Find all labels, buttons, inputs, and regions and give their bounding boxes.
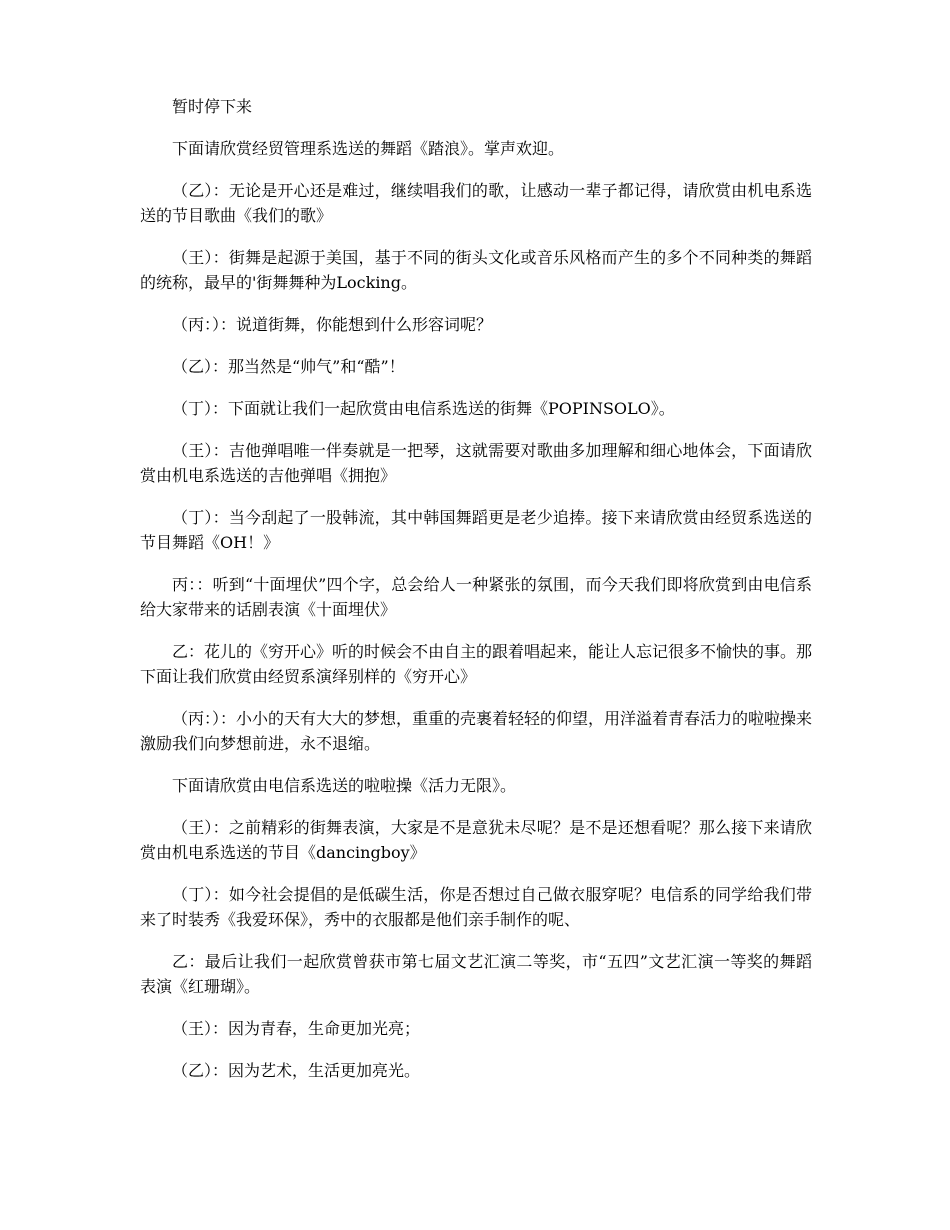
paragraph: （乙）：那当然是“帅气”和“酷”！	[172, 357, 405, 376]
paragraph: （王）：之前精彩的街舞表演，大家是不是意犹未尽呢？是不是还想看呢？那么接下来请欣赏由机电系选送的节目《dancingboy》	[140, 818, 812, 862]
paragraph: （王）：街舞是起源于美国，基于不同的街头文化或音乐风格而产生的多个不同种类的舞蹈的统称，最早的'街舞舞种为Locking。	[140, 248, 812, 292]
paragraph: （丁）：当今刮起了一股韩流，其中韩国舞蹈更是老少追捧。接下来请欣赏由经贸系选送的节目舞蹈《OH！》	[140, 508, 812, 552]
paragraph: 乙：最后让我们一起欣赏曾获市第七届文艺汇演二等奖，市“五四”文艺汇演一等奖的舞蹈表演《红珊瑚》。	[140, 952, 812, 996]
paragraph: （王）：吉他弹唱唯一伴奏就是一把琴，这就需要对歌曲多加理解和细心地体会，下面请欣赏由机电系选送的吉他弹唱《拥抱》	[140, 441, 812, 485]
paragraph: 暂时停下来	[172, 97, 253, 116]
paragraph: （丙：）：小小的天有大大的梦想，重重的壳裹着轻轻的仰望，用洋溢着青春活力的啦啦操来激励我们向梦想前进，永不退缩。	[140, 709, 813, 753]
paragraph: 乙：花儿的《穷开心》听的时候会不由自主的跟着唱起来，能让人忘记很多不愉快的事。那下面让我们欣赏由经贸系演绎别样的《穷开心》	[140, 642, 813, 686]
paragraph: 丙：：听到“十面埋伏”四个字，总会给人一种紧张的氛围，而今天我们即将欣赏到由电信系给大家带来的话剧表演《十面埋伏》	[140, 575, 812, 619]
paragraph: （丁）：如今社会提倡的是低碳生活，你是否想过自己做衣服穿呢？电信系的同学给我们带来了时装秀《我爱环保》，秀中的衣服都是他们亲手制作的呢、	[140, 885, 812, 929]
paragraph: 下面请欣赏由电信系选送的啦啦操《活力无限》。	[172, 776, 517, 795]
paragraph: （丁）：下面就让我们一起欣赏由电信系选送的街舞《POPINSOLO》。	[172, 399, 675, 418]
paragraph: （丙：）：说道街舞，你能想到什么形容词呢？	[172, 315, 493, 334]
document-page	[140, 94, 812, 1100]
paragraph: （乙）：因为艺术，生活更加亮光。	[172, 1061, 421, 1080]
paragraph: （王）：因为青春，生命更加光亮；	[172, 1019, 421, 1038]
paragraph: 下面请欣赏经贸管理系选送的舞蹈《踏浪》。掌声欢迎。	[172, 139, 565, 158]
paragraph: （乙）：无论是开心还是难过，继续唱我们的歌，让感动一辈子都记得，请欣赏由机电系选送的节目歌曲《我们的歌》	[140, 181, 812, 225]
